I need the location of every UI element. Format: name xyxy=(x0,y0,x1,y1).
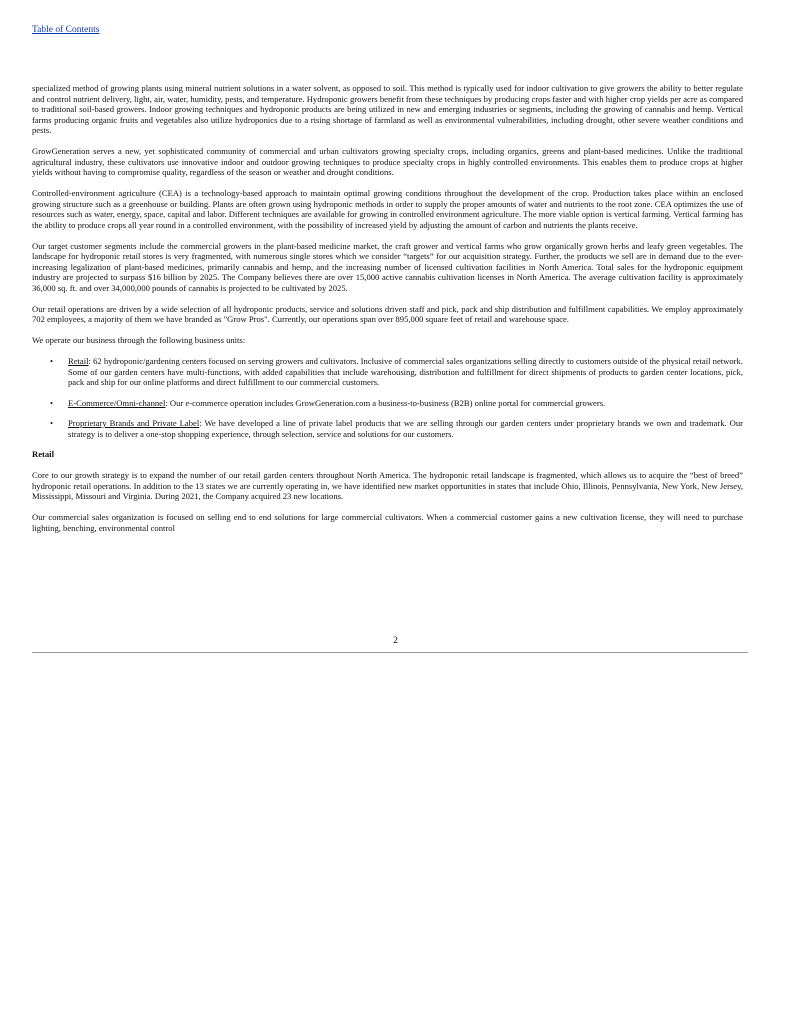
bullet-marker: • xyxy=(50,418,54,428)
section-heading-retail: Retail xyxy=(32,449,54,459)
bullet-separator: : xyxy=(165,397,170,408)
paragraph-growth-strategy: Core to our growth strategy is to expand the number of our retail garden centers throughout North America. The hydroponic retail landscape is fragmented, which allows us to acquire the “best of breed” hydroponic retail operations. In addition to the 13 states we are currently operating in, we have identified new market opportunities in states that include Ohio, Illinois, Pennsylvania, New York, New Jersey, Mississippi, Missouri and Virginia. During 2021, the Company acquired 23 new locations. xyxy=(32,470,743,501)
page-number: 2 xyxy=(393,636,398,646)
paragraph-retail-operations: Our retail operations are driven by a wide selection of all hydroponic products, service and solutions driven staff and pick, pack and ship distribution and fulfillment capabilities. We employ approximately 702 employees, a majority of them we have branded as "Grow Pros". Currently, our operations span over 895,000 square feet of retail and warehouse space. xyxy=(32,303,743,324)
bullet-separator: : xyxy=(199,418,205,428)
bullet-text: We have developed a line of private label products that we are selling through our garden centers under proprietary brands we own and trademark. Our strategy is to deliver a one-stop shopping experience, through selection, service and solutions for our customers. xyxy=(68,418,744,439)
bullet-title: Proprietary Brands and Private Label xyxy=(68,418,200,428)
paragraph-growgeneration: GrowGeneration serves a new, yet sophisticated community of commercial and urban cultivators growing specialty crops, including organics, greens and plant-based medicines. Unlike the traditional agricultural industry, these cultivators use innovative indoor and outdoor growing techniques to produce specialty crops in highly controlled environments. This enables them to produce crops at higher yields without having to compromise quality, regardless of the season or weather and drought conditions. xyxy=(32,146,743,177)
table-of-contents-link[interactable]: Table of Contents xyxy=(32,25,100,35)
business-units-list xyxy=(32,356,743,439)
bullet-text: Our e-commerce operation includes GrowGeneration.com a business-to-business (B2B) online portal for commercial growers. xyxy=(169,397,606,408)
footer-divider xyxy=(32,652,748,653)
paragraph-cea: Controlled-environment agriculture (CEA) is a technology-based approach to maintain optimal growing conditions throughout the development of the crop. Production takes place within an enclosed growing structure such as a greenhouse or building. Plants are often grown using hydroponic methods in order to supply the proper amounts of water and nutrients to the root zone. CEA optimizes the use of resources such as water, energy, space, capital and labor. Different techniques are available for growing in controlled environment agriculture. The more viable option is vertical farming. Vertical farming has the ability to produce crops all year round in a controlled environment, with the possibility of increased yield by adjusting the amount of carbon and nutrients the plants receive. xyxy=(32,188,743,230)
paragraph-commercial-sales: Our commercial sales organization is focused on selling end to end solutions for large commercial cultivators. When a commercial customer gains a new cultivation license, they will need to purchase lighting, benching, environmental control xyxy=(32,512,743,533)
bullet-separator: : xyxy=(88,356,94,366)
bullet-marker: • xyxy=(50,356,54,366)
bullet-title: Retail xyxy=(68,356,89,366)
bullet-title: E-Commerce/Omni-channel xyxy=(68,397,166,408)
page-content xyxy=(32,83,743,544)
paragraph-hydroponics: specialized method of growing plants using mineral nutrient solutions in a water solvent, as opposed to soil. This method is typically used for indoor cultivation to give growers the ability to better regulate and control nutrient delivery, light, air, water, humidity, pests, and temperature. Hydroponic growers benefit from these techniques by producing crops faster and with higher crop yields per acre as compared to traditional soil-based growers. Indoor growing techniques and hydroponic products are being utilized in new and emerging industries or segments, including the growing of cannabis and hemp. Vertical farms producing organic fruits and vegetables also utilize hydroponics due to a rising shortage of farmland as well as environmental vulnerabilities, including drought, other severe weather conditions and pests. xyxy=(32,83,743,135)
paragraph-business-units-intro: We operate our business through the following business units: xyxy=(32,335,246,345)
list-item-retail xyxy=(32,356,743,388)
list-item-ecommerce xyxy=(32,398,743,409)
paragraph-target-segments: Our target customer segments include the commercial growers in the plant-based medicine market, the craft grower and vertical farms who grow organically grown herbs and leafy green vegetables. The landscape for hydroponic retail stores is very fragmented, with numerous single stores which we consider “targets” for our acquisition strategy. Further, the products we sell are in demand due to the ever-increasing legalization of plant-based medicines, primarily cannabis and hemp, and the increasing number of licensed cultivation facilities in North America. Total sales for the hydroponic equipment industry are projected to surpass $16 billion by 2025. The Company believes there are over 15,000 active cannabis cultivation licenses in North America. The average cultivation facility is approximately 36,000 sq. ft. and over 34,000,000 pounds of cannabis is projected to be cultivated by 2025. xyxy=(32,240,743,293)
bullet-marker: • xyxy=(50,397,54,408)
list-item-proprietary-brands xyxy=(32,418,743,439)
bullet-text: 62 hydroponic/gardening centers focused on serving growers and cultivators. Inclusive of commercial sales organizations selling directly to customers outside of the physical retail network. Some of our garden centers have multi-functions, with added capabilities that include warehousing, distribution and fulfillment for direct shipments of products to garden center locations, pick, pack and ship for our online platforms and direct fulfillment to our commercial customers. xyxy=(68,356,743,387)
